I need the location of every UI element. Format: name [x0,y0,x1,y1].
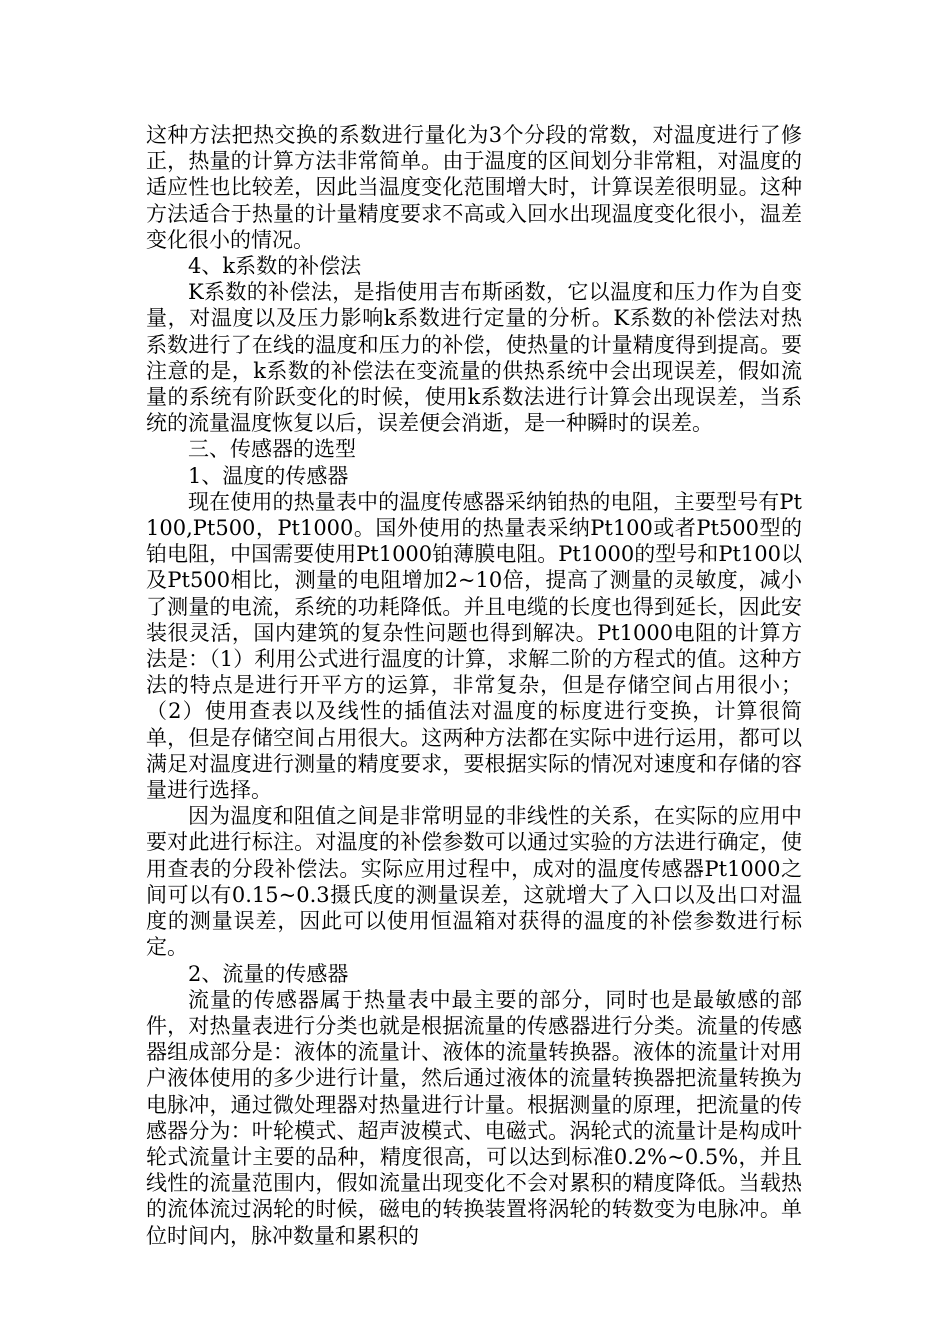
paragraph-method-summary: 这种方法把热交换的系数进行量化为3个分段的常数，对温度进行了修正，热量的计算方法非常简单。由于温度的区间划分非常粗，对温度的适应性也比较差，因此当温度变化范围增大时，计算误差很明显。这种方法适合于热量的计量精度要求不高或入回水出现温度变化很小，温差变化很小的情况。 [146,123,802,252]
paragraph-temperature-calibration: 因为温度和阻值之间是非常明显的非线性的关系，在实际的应用中要对此进行标注。对温度的补偿参数可以通过实验的方法进行确定，使用查表的分段补偿法。实际应用过程中，成对的温度传感器Pt1000之间可以有0.15~0.3摄氏度的测量误差，这就增大了入口以及出口对温度的测量误差，因此可以使用恒温箱对获得的温度的补偿参数进行标定。 [146,804,802,960]
paragraph-k-coefficient: K系数的补偿法，是指使用吉布斯函数，它以温度和压力作为自变量，对温度以及压力影响k系数进行定量的分析。K系数的补偿法对热系数进行了在线的温度和压力的补偿，使热量的计量精度得到提高。要注意的是，k系数的补偿法在变流量的供热系统中会出现误差，假如流量的系统有阶跃变化的时候，使用k系数法进行计算会出现误差，当系统的流量温度恢复以后，误差便会消逝，是一种瞬时的误差。 [146,280,802,436]
paragraph-temperature-sensor: 现在使用的热量表中的温度传感器采纳铂热的电阻，主要型号有Pt100,Pt500，Pt1000。国外使用的热量表采纳Pt100或者Pt500型的铂电阻，中国需要使用Pt1000铂薄膜电阻。Pt1000的型号和Pt100以及Pt500相比，测量的电阻增加2~10倍，提高了测量的灵敏度，减小了测量的电流，系统的功耗降低。并且电缆的长度也得到延长，因此安装很灵活，国内建筑的复杂性问题也得到解决。Pt1000电阻的计算方法是：（1）利用公式进行温度的计算，求解二阶的方程式的值。这种方法的特点是进行开平方的运算，非常复杂，但是存储空间占用很小；（2）使用查表以及线性的插值法对温度的标度进行变换，计算很简单，但是存储空间占用很大。这两种方法都在实际中进行运用，都可以满足对温度进行测量的精度要求，要根据实际的情况对速度和存储的容量进行选择。 [146,489,802,803]
heading-flow-sensor: 2、流量的传感器 [188,961,349,986]
heading-temperature-sensor: 1、温度的传感器 [188,463,349,488]
paragraph-flow-sensor: 流量的传感器属于热量表中最主要的部分，同时也是最敏感的部件，对热量表进行分类也就是根据流量的传感器进行分类。流量的传感器组成部分是：液体的流量计、液体的流量转换器。液体的流量计对用户液体使用的多少进行计量，然后通过液体的流量转换器把流量转换为电脉冲，通过微处理器对热量进行计量。根据测量的原理，把流量的传感器分为：叶轮模式、超声波模式、电磁式。涡轮式的流量计是构成叶轮式流量计主要的品种，精度很高，可以达到标准0.2%~0.5%，并且线性的流量范围内，假如流量出现变化不会对累积的精度降低。当载热的流体流过涡轮的时候，磁电的转换装置将涡轮的转数变为电脉冲。单位时间内，脉冲数量和累积的 [146,987,802,1248]
heading-k-coefficient-compensation: 4、k系数的补偿法 [188,254,362,279]
heading-sensor-selection: 三、传感器的选型 [188,437,356,462]
document-body [146,122,802,1249]
